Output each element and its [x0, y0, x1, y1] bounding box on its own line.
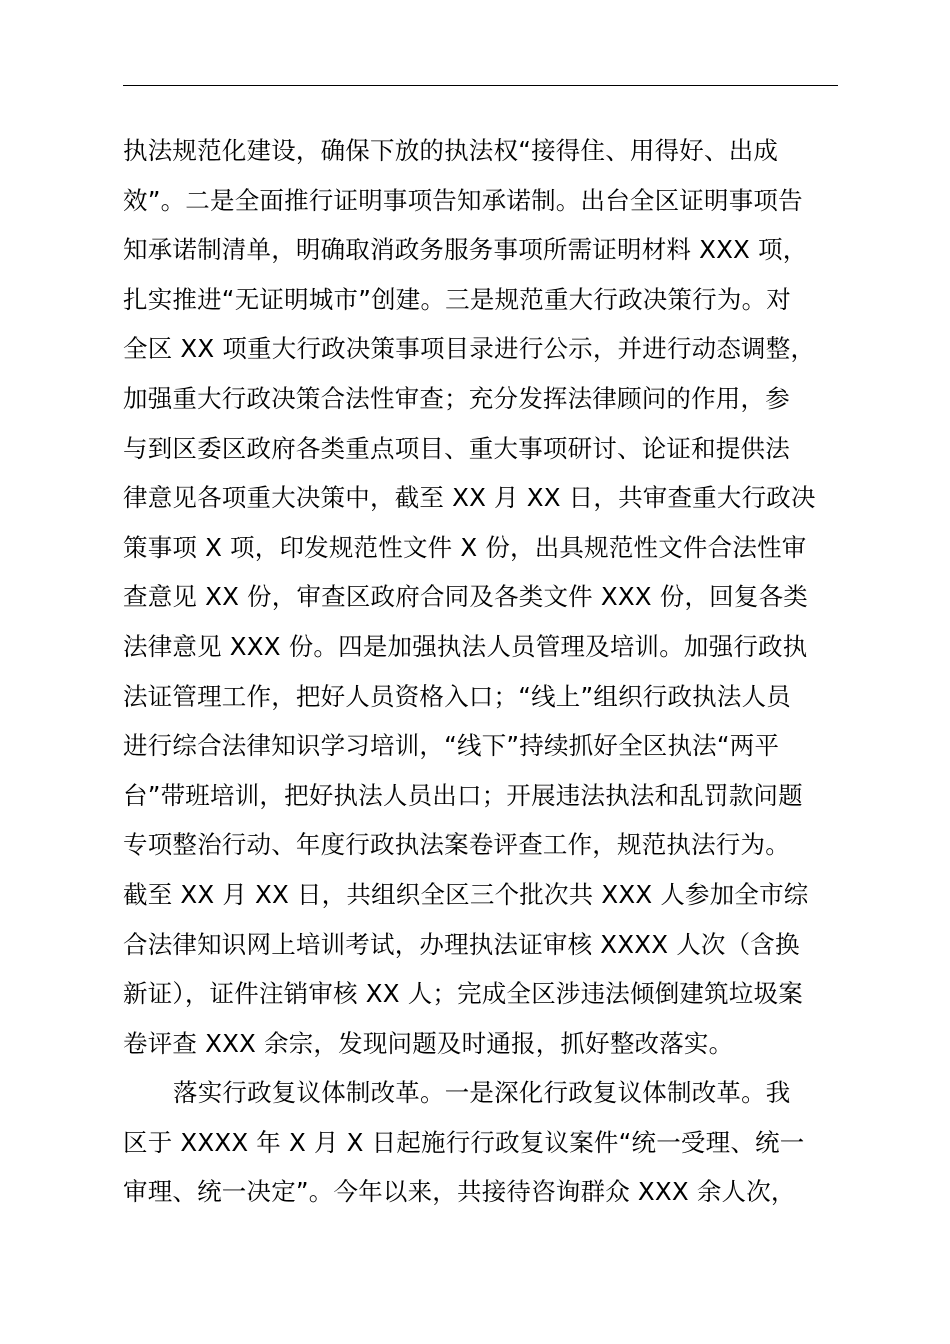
text-line: 新证），证件注销审核 XX 人；完成全区涉违法倾倒建筑垃圾案: [123, 979, 803, 1009]
text-line: 策事项 X 项，印发规范性文件 X 份，出具规范性文件合法性审: [123, 532, 807, 562]
text-line: 专项整治行动、年度行政执法案卷评查工作，规范执法行为。: [123, 830, 790, 860]
header-rule: [123, 85, 838, 86]
text-line: 卷评查 XXX 余宗，发现问题及时通报，抓好整改落实。: [123, 1028, 734, 1058]
text-line: 台”带班培训，把好执法人员出口；开展违法执法和乱罚款问题: [123, 780, 803, 810]
text-line: 律意见各项重大决策中，截至 XX 月 XX 日，共审查重大行政决: [123, 483, 816, 513]
text-line: 知承诺制清单，明确取消政务服务事项所需证明材料 XXX 项，: [123, 235, 808, 265]
text-line: 加强重大行政决策合法性审查；充分发挥法律顾问的作用，参: [123, 383, 790, 413]
body-text: [123, 126, 838, 1217]
text-line: 审理、统一决定”。今年以来，共接待咨询群众 XXX 余人次，: [123, 1177, 796, 1207]
text-line: 全区 XX 项重大行政决策事项目录进行公示，并进行动态调整，: [123, 334, 816, 364]
paragraph-start-line: 落实行政复议体制改革。一是深化行政复议体制改革。我: [173, 1078, 791, 1108]
text-line: 法律意见 XXX 份。四是加强执法人员管理及培训。加强行政执: [123, 631, 808, 661]
text-line: 区于 XXXX 年 X 月 X 日起施行行政复议案件“统一受理、统一: [123, 1127, 805, 1157]
text-line: 效”。二是全面推行证明事项告知承诺制。出台全区证明事项告: [123, 185, 803, 215]
text-line: 与到区委区政府各类重点项目、重大事项研讨、论证和提供法: [123, 433, 790, 463]
text-line: 截至 XX 月 XX 日，共组织全区三个批次共 XXX 人参加全市综: [123, 879, 809, 909]
text-line: 法证管理工作，把好人员资格入口；“线上”组织行政执法人员: [123, 681, 791, 711]
text-line: 进行综合法律知识学习培训，“线下”持续抓好全区执法“两平: [123, 731, 780, 761]
text-line: 合法律知识网上培训考试，办理执法证审核 XXXX 人次（含换: [123, 929, 800, 959]
text-line: 执法规范化建设，确保下放的执法权“接得住、用得好、出成: [123, 136, 779, 165]
text-line: 查意见 XX 份，审查区政府合同及各类文件 XXX 份，回复各类: [123, 582, 808, 612]
text-line: 扎实推进“无证明城市”创建。三是规范重大行政决策行为。对: [123, 284, 791, 314]
